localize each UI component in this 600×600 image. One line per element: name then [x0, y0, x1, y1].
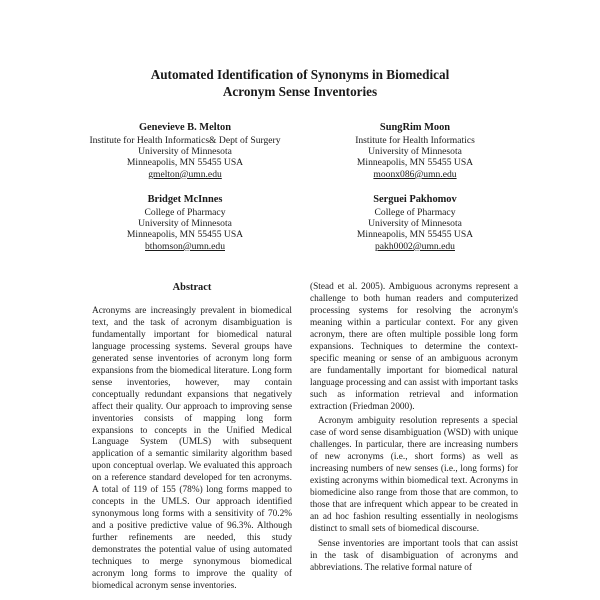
body-paragraph-2: Acronym ambiguity resolution represents a special case of word sense disambiguation (WSD) with unique challenges. In particular, there are increasing numbers of new acronyms (i.e., short forms) as well as increasing numbers of new senses (i.e., long forms) for existing acronyms within biomedical text. Acronyms in biomedicine also range from those that are common, to those that are infrequent which appear to be created in an ad hoc fashion resulting essentially in neologisms distinct to small sets of biomedical discourse.: [310, 416, 518, 535]
author-email[interactable]: pakh0002@umn.edu: [375, 240, 455, 252]
body-paragraph-3: Sense inventories are important tools that can assist in the task of disambiguation of acronyms and abbreviations. The relative formal nature of: [310, 539, 518, 573]
abstract-text: Acronyms are increasingly prevalent in biomedical text, and the task of acronym disambiguation is fundamentally important for biomedical natural language processing systems. Several groups have generated sense inventories of acronym long form expansions from the biomedical literature. Long form sense inventories, however, may contain conceptually redundant expansions that negatively affect their quality. Our approach to improving sense inventories consists of mapping long form expansions to concepts in the Unified Medical Language System (UMLS) with subsequent application of a semantic similarity algorithm based upon conceptual overlap. We evaluated this approach on a reference standard developed for ten acronyms. A total of 119 of 155 (78%) long forms mapped to concepts in the UMLS. Our approach identified synonymous long forms with a sensitivity of 70.2% and a positive predictive value of 96.3%. Although further refinements are needed, this study demonstrates the potential value of using automated techniques to merge synonymous biomedical acronym long forms to improve the quality of biomedical acronym sense inventories.: [92, 306, 292, 591]
abstract-column: [92, 306, 292, 593]
author-block-4: [300, 194, 530, 252]
author-name: Genevieve B. Melton: [138, 122, 232, 133]
author-name: Bridget McInnes: [147, 194, 223, 205]
author-email[interactable]: moonx086@umn.edu: [373, 168, 457, 180]
author-email[interactable]: bthomson@umn.edu: [145, 240, 225, 252]
author-block-1: [70, 122, 300, 180]
author-block-2: [300, 122, 530, 180]
author-name: Serguei Pakhomov: [373, 194, 457, 205]
author-university: University of Minnesota: [368, 218, 462, 229]
abstract-heading: Abstract: [172, 282, 212, 293]
author-university: University of Minnesota: [138, 146, 232, 157]
author-city: Minneapolis, MN 55455 USA: [126, 229, 244, 241]
author-block-3: [70, 194, 300, 252]
author-affiliation: College of Pharmacy: [374, 206, 456, 218]
author-university: University of Minnesota: [368, 146, 462, 157]
author-name: SungRim Moon: [379, 122, 451, 133]
author-city: Minneapolis, MN 55455 USA: [126, 157, 244, 169]
author-affiliation: Institute for Health Informatics: [355, 134, 475, 146]
author-email[interactable]: gmelton@umn.edu: [148, 168, 222, 180]
paper-title: [60, 66, 540, 100]
author-city: Minneapolis, MN 55455 USA: [356, 229, 474, 241]
title-line-1: Automated Identification of Synonyms in Biomedical: [150, 67, 450, 82]
body-column: [310, 282, 518, 575]
author-affiliation: College of Pharmacy: [144, 206, 226, 218]
author-city: Minneapolis, MN 55455 USA: [356, 157, 474, 169]
author-affiliation: Institute for Health Informatics& Dept of Surgery: [89, 134, 281, 146]
title-line-2: Acronym Sense Inventories: [222, 84, 378, 99]
body-paragraph-1: (Stead et al. 2005). Ambiguous acronyms represent a challenge to both human readers and computerized processing systems for resolving the acronym's meaning within a particular context. For any given acronym, there are often multiple possible long form expansions. Techniques to determine the context-specific meaning or sense of an ambiguous acronym are fundamentally important for biomedical natural language processing and can assist with important tasks such as information retrieval and information extraction (Friedman 2000).: [310, 282, 518, 412]
author-university: University of Minnesota: [138, 218, 232, 229]
